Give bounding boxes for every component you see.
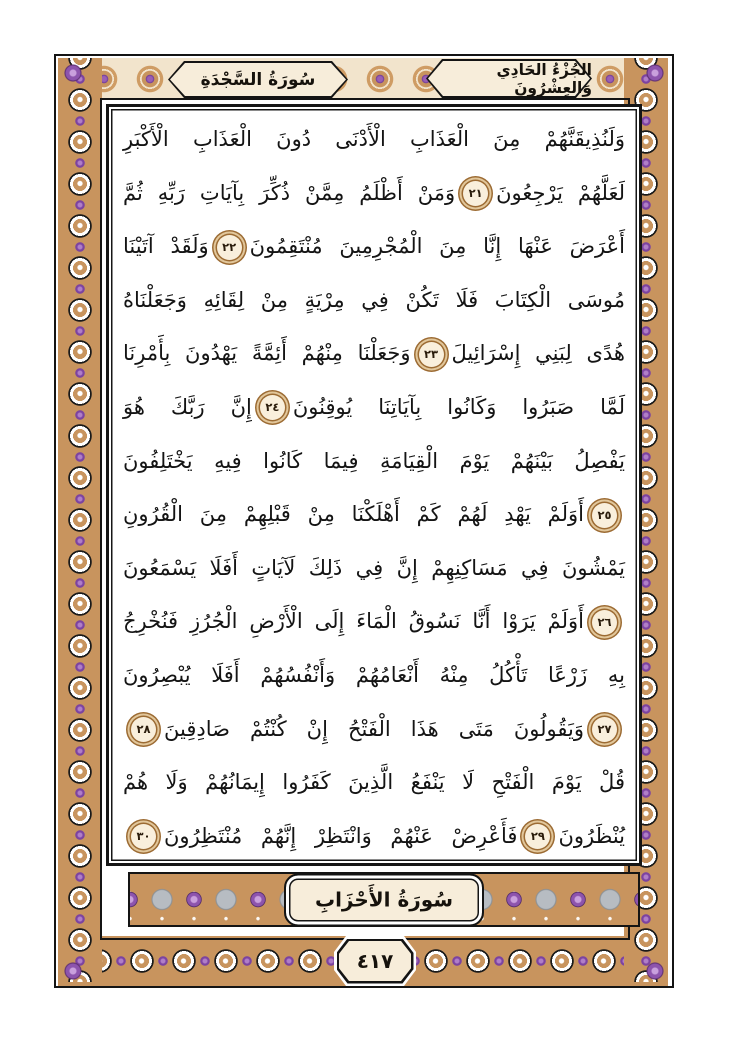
juz-title: الجُزْءُ الحَادِي وَالعِشْرُونَ — [496, 60, 592, 97]
next-surah-cartouche — [284, 873, 484, 926]
ayah-end-marker: ٢٥ — [592, 503, 617, 528]
quran-line-10: ٢٦أَوَلَمْ يَرَوْا أَنَّا نَسُوقُ الْمَاءَ إِلَى الْأَرْضِ الْجُرُزِ فَنُخْرِجُ — [123, 595, 625, 649]
quran-line-3: أَعْرَضَ عَنْهَا إِنَّا مِنَ الْمُجْرِمِينَ مُنْتَقِمُونَ٢٢وَلَقَدْ آتَيْنَا — [123, 234, 625, 259]
quran-line-9: يَمْشُونَ فِي مَسَاكِنِهِمْ إِنَّ فِي ذَلِكَ لَآيَاتٍ أَفَلَا يَسْمَعُونَ — [123, 555, 625, 580]
quran-line-8: ٢٥أَوَلَمْ يَهْدِ لَهُمْ كَمْ أَهْلَكْنَا مِنْ قَبْلِهِمْ مِنَ الْقُرُونِ — [123, 488, 625, 542]
surah-title: سُورَةُ السَّجْدَةِ — [200, 69, 316, 90]
ayah-end-marker: ٢٨ — [131, 717, 156, 742]
ayah-end-marker: ٢٩ — [525, 824, 550, 849]
ayah-end-marker: ٢٦ — [592, 610, 617, 635]
quran-lines — [123, 113, 625, 857]
ayah-end-marker: ٢١ — [463, 181, 488, 206]
ayah-end-marker: ٢٧ — [592, 717, 617, 742]
quran-line-1: وَلَنُذِيقَنَّهُمْ مِنَ الْعَذَابِ الْأَدْنَى دُونَ الْعَذَابِ الْأَكْبَرِ — [123, 127, 625, 151]
page-number-cartouche — [334, 936, 416, 986]
corner-flower-icon — [644, 960, 666, 982]
quran-line-4: مُوسَى الْكِتَابَ فَلَا تَكُنْ فِي مِرْيَةٍ مِنْ لِقَائِهِ وَجَعَلْنَاهُ — [123, 287, 625, 312]
quran-line-2: لَعَلَّهُمْ يَرْجِعُونَ٢١وَمَنْ أَظْلَمُ مِمَّنْ ذُكِّرَ بِآيَاتِ رَبِّهِ ثُمَّ — [123, 180, 625, 205]
corner-flower-icon — [62, 960, 84, 982]
ornamental-border-left — [58, 58, 102, 982]
ayah-end-marker: ٢٣ — [419, 342, 444, 367]
corner-flower-icon — [644, 62, 666, 84]
page-number: ٤١٧ — [356, 949, 394, 973]
quran-line-14: يُنْظَرُونَ٢٩فَأَعْرِضْ عَنْهُمْ وَانْتَظِرْ إِنَّهُمْ مُنْتَظِرُونَ٣٠ — [123, 810, 625, 864]
quran-text-frame — [106, 104, 642, 866]
corner-flower-icon — [62, 62, 84, 84]
quran-line-6: لَمَّا صَبَرُوا وَكَانُوا بِآيَاتِنَا يُوقِنُونَ٢٤إِنَّ رَبَّكَ هُوَ — [123, 394, 626, 419]
next-surah-banner — [128, 872, 640, 927]
quran-line-7: يَفْصِلُ بَيْنَهُمْ يَوْمَ الْقِيَامَةِ فِيمَا كَانُوا فِيهِ يَخْتَلِفُونَ — [123, 448, 625, 473]
quran-line-11: بِهِ زَرْعًا تَأْكُلُ مِنْهُ أَنْعَامُهُمْ وَأَنْفُسُهُمْ أَفَلَا يُبْصِرُونَ — [123, 662, 625, 687]
ayah-end-marker: ٢٢ — [217, 235, 242, 260]
quran-line-5: هُدًى لِبَنِي إِسْرَائِيلَ٢٣وَجَعَلْنَا مِنْهُمْ أَئِمَّةً يَهْدُونَ بِأَمْرِنَا — [123, 341, 625, 366]
ayah-end-marker: ٣٠ — [131, 824, 156, 849]
juz-title-cartouche — [426, 59, 592, 98]
surah-title-cartouche — [168, 61, 348, 98]
quran-line-12: ٢٧وَيَقُولُونَ مَتَى هَذَا الْفَتْحُ إِنْ كُنْتُمْ صَادِقِينَ٢٨ — [123, 703, 625, 757]
quran-line-13: قُلْ يَوْمَ الْفَتْحِ لَا يَنْفَعُ الَّذِينَ كَفَرُوا إِيمَانُهُمْ وَلَا هُمْ — [123, 770, 625, 795]
ayah-end-marker: ٢٤ — [260, 395, 285, 420]
next-surah-title: سُورَةُ الأَحْزَابِ — [314, 887, 454, 912]
